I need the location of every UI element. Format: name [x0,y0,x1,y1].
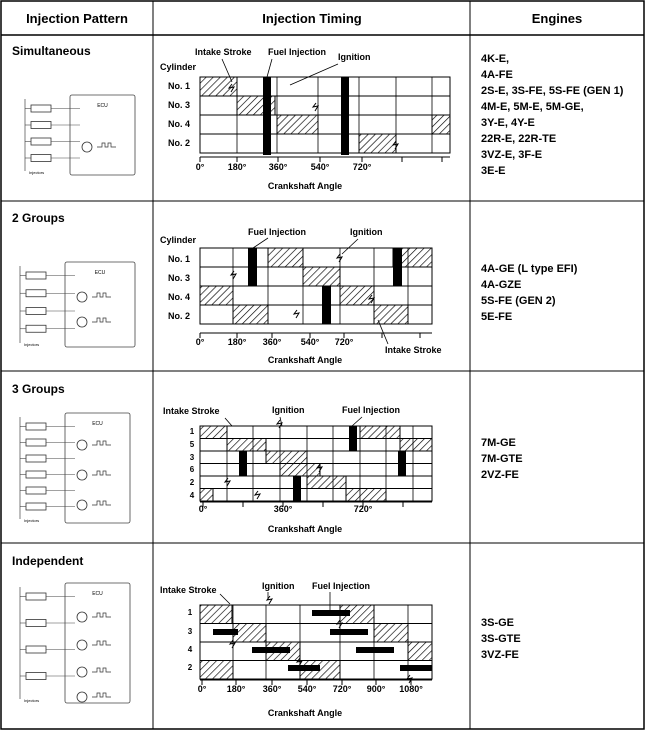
injector-box [31,138,51,145]
pulse-signal [92,693,111,697]
label-cylinder: Cylinder [160,235,197,245]
cylinder-track [200,286,432,305]
pattern-simultaneous: Simultaneous [12,44,91,58]
axis-label: Crankshaft Angle [267,181,343,191]
intake-stroke-segment [280,464,320,477]
intake-stroke-segment [374,305,408,324]
cyl-label-1: 1 [189,427,195,436]
label-ignition: Ignition [338,52,371,62]
angle-180: 180° [226,684,246,694]
cyl-label-3: 3 [189,453,195,462]
label-fuel-injection: Fuel Injection [342,405,401,415]
fuel-injection-bar [239,451,247,476]
fuel-injection-bar [398,451,406,476]
angle-0: 0° [198,504,208,514]
angle-540: 540° [310,162,330,172]
label-intake-stroke: Intake Stroke [163,406,220,416]
intake-stroke-segment [303,267,340,286]
label-ignition: Ignition [350,227,383,237]
cyl-label-no2: No. 2 [168,138,191,148]
engine-item: 22R-E, 22R-TE [481,133,557,145]
fuel-injection-bar [288,665,320,671]
transistor-symbol [77,640,87,650]
injector-box [26,673,46,680]
pulse-signal [92,501,111,505]
ecu-label: ECU [97,103,108,109]
transistor-symbol [77,292,87,302]
fuel-injection-bar [293,476,301,501]
fuel-injection-bar [252,647,290,653]
intake-stroke-segment [360,426,400,439]
intake-stroke-segment [346,489,386,502]
engines-simultaneous [481,53,624,177]
angle-720: 720° [353,504,373,514]
leader-line [267,59,272,77]
fuel-injection-bar [400,665,432,671]
leader-line [225,418,232,426]
injectors-label: Injectors [24,698,40,703]
cyl-label-no3: No. 3 [168,100,191,110]
angle-0: 0° [195,162,205,172]
cyl-label-no3: No. 3 [168,273,191,283]
cylinder-track [200,642,432,661]
intake-stroke-segment [359,134,396,153]
pattern-2-groups: 2 Groups [12,211,65,225]
fuel-injection-bar [213,629,238,635]
fuel-injection-bar [341,77,349,155]
injector-box [26,308,46,315]
engine-item: 4A-GE (L type EFI) [481,263,578,275]
cyl-label-4: 4 [187,645,193,654]
fuel-injection-bar [248,248,257,286]
engines-3-groups [481,437,523,481]
pulse-signal [92,293,111,297]
injector-box [26,487,46,494]
cyl-label-2: 2 [187,663,193,672]
engine-item: 2VZ-FE [481,469,519,481]
intake-stroke-segment [200,605,232,624]
fuel-injection-bar [393,248,402,286]
leader-line [352,417,362,426]
pulse-signal [92,641,111,645]
label-intake-stroke: Intake Stroke [385,345,442,355]
angle-720: 720° [332,684,352,694]
ecu-label: ECU [92,591,103,597]
cyl-label-no4: No. 4 [168,292,191,302]
pattern-independent: Independent [12,554,84,568]
engine-item: 3VZ-FE [481,649,519,661]
fuel-injection-bar [263,77,271,155]
engines-independent [481,617,521,661]
injector-box [26,593,46,600]
intake-stroke-segment [200,286,233,305]
transistor-symbol [77,440,87,450]
engine-item: 4K-E, [481,53,510,65]
intake-stroke-segment [200,489,213,502]
cyl-label-no4: No. 4 [168,119,191,129]
transistor-symbol [77,692,87,702]
leader-line [253,238,268,248]
angle-900: 900° [366,684,386,694]
engine-item: 5S-FE (GEN 2) [481,295,556,307]
fuel-injection-bar [322,286,331,324]
fuel-injection-bar [330,629,368,635]
timing-diagram-2-groups [160,227,442,365]
engine-item: 3Y-E, 4Y-E [481,117,535,129]
cyl-label-4: 4 [189,491,195,500]
timing-diagram-3-groups [163,405,432,534]
intake-stroke-segment [408,642,432,661]
engine-item: 4M-E, 5M-E, 5M-GE, [481,101,584,113]
axis-label: Crankshaft Angle [267,524,343,534]
transistor-symbol [77,500,87,510]
injector-box [26,290,46,297]
ecu-box [65,583,130,703]
cyl-label-5: 5 [189,440,195,449]
intake-stroke-segment [277,115,318,134]
intake-stroke-segment [340,286,374,305]
header-timing: Injection Timing [262,11,362,26]
transistor-symbol [82,142,92,152]
injector-box [26,503,46,510]
injector-box [26,646,46,653]
label-intake-stroke: Intake Stroke [195,47,252,57]
leader-line [220,594,230,604]
injector-box [26,272,46,279]
angle-540: 540° [300,337,320,347]
pulse-signal [92,668,111,672]
angle-720: 720° [334,337,354,347]
cyl-label-no1: No. 1 [168,254,191,264]
cyl-label-1: 1 [187,608,193,617]
intake-stroke-segment [200,661,233,680]
fuel-injection-bar [349,426,357,451]
intake-stroke-segment [400,439,432,452]
engine-item: 3VZ-E, 3F-E [481,149,543,161]
label-fuel-injection: Fuel Injection [312,581,371,591]
engine-item: 2S-E, 3S-FE, 5S-FE (GEN 1) [481,85,624,97]
label-cylinder: Cylinder [160,62,197,72]
timing-diagram-independent [160,581,432,718]
injector-box [26,423,46,430]
header-pattern: Injection Pattern [26,11,128,26]
pattern-3-groups: 3 Groups [12,382,65,396]
pulse-signal [92,613,111,617]
injectors-label: Injectors [29,170,45,175]
label-intake-stroke: Intake Stroke [160,585,217,595]
transistor-symbol [77,470,87,480]
engines-2-groups [481,263,578,323]
angle-360: 360° [268,162,288,172]
engine-item: 5E-FE [481,311,513,323]
cyl-label-6: 6 [189,465,195,474]
intake-stroke-segment [307,476,346,489]
intake-stroke-segment [374,624,408,643]
axis-label: Crankshaft Angle [267,355,343,365]
injector-box [31,155,51,162]
angle-180: 180° [227,337,247,347]
engine-item: 3S-GTE [481,633,521,645]
pulse-signal [92,441,111,445]
cylinder-track [200,134,450,153]
label-ignition: Ignition [262,581,295,591]
intake-stroke-segment [266,451,307,464]
angle-360: 360° [262,684,282,694]
engine-item: 7M-GE [481,437,516,449]
label-fuel-injection: Fuel Injection [248,227,307,237]
intake-stroke-segment [200,426,227,439]
pulse-signal [92,318,111,322]
label-fuel-injection: Fuel Injection [268,47,327,57]
header-engines: Engines [531,11,583,26]
intake-stroke-segment [268,248,303,267]
cyl-label-no1: No. 1 [168,81,191,91]
label-ignition: Ignition [272,405,305,415]
ecu-label: ECU [92,421,103,427]
cylinder-track [200,115,450,134]
axis-label: Crankshaft Angle [267,708,343,718]
pulse-signal [92,471,111,475]
injector-box [26,455,46,462]
intake-stroke-segment [233,305,268,324]
cyl-label-no2: No. 2 [168,311,191,321]
injector-box [26,325,46,332]
engine-item: 4A-GZE [481,279,522,291]
intake-stroke-segment [432,115,450,134]
ecu-schematics [20,95,135,703]
angle-0: 0° [195,337,205,347]
pulse-signal [97,143,116,147]
injector-box [31,105,51,112]
cyl-label-3: 3 [187,627,193,636]
engine-item: 7M-GTE [481,453,523,465]
injector-box [26,620,46,627]
angle-360: 360° [262,337,282,347]
timing-diagram-simultaneous [160,47,450,191]
fuel-injection-bar [312,610,350,616]
transistor-symbol [77,317,87,327]
cylinder-track [200,451,432,464]
angle-540: 540° [297,684,317,694]
engine-item: 4A-FE [481,69,513,81]
engine-item: 3E-E [481,165,506,177]
cylinder-track [200,489,432,502]
angle-0: 0° [197,684,207,694]
angle-180: 180° [227,162,247,172]
angle-360: 360° [273,504,293,514]
engine-item: 3S-GE [481,617,515,629]
angle-720: 720° [352,162,372,172]
injectors-label: Injectors [24,518,40,523]
ecu-label: ECU [94,270,106,276]
injector-box [26,439,46,446]
intake-stroke-segment [227,439,266,452]
transistor-symbol [77,612,87,622]
injector-box [31,122,51,129]
injector-box [26,471,46,478]
injectors-label: Injectors [24,342,40,347]
cyl-label-2: 2 [189,478,195,487]
transistor-symbol [77,667,87,677]
angle-1080: 1080° [399,684,423,694]
fuel-injection-bar [356,647,394,653]
